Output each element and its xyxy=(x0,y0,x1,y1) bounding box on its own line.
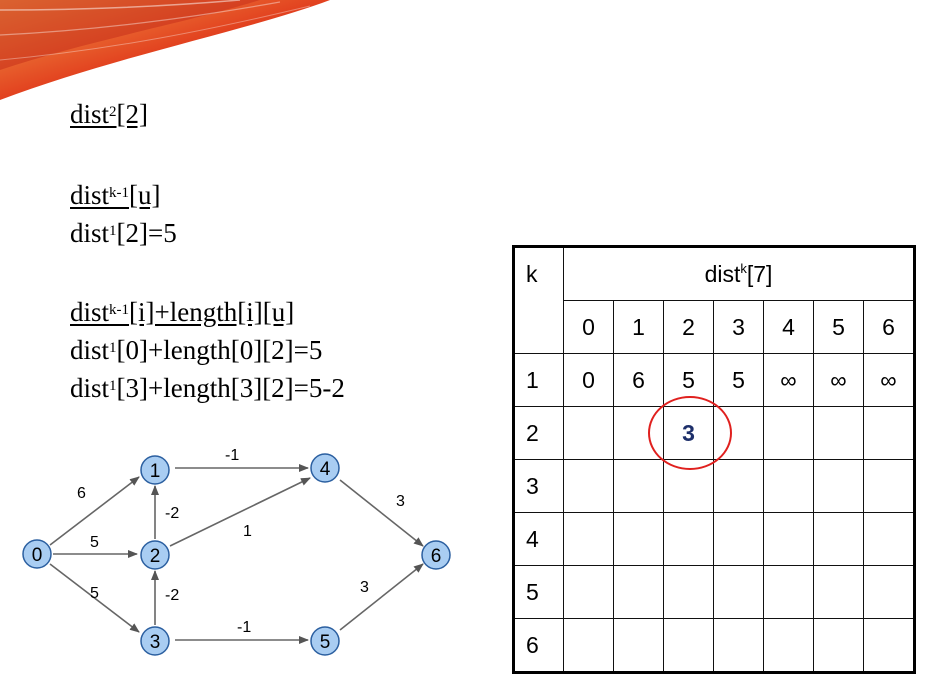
table-cell xyxy=(664,513,714,566)
table-cell xyxy=(764,619,814,673)
table-cell: 5 xyxy=(714,354,764,407)
note-line-4: dist$^{k-1}$[i]+length[i][u] xyxy=(70,297,295,327)
table-cell xyxy=(814,407,864,460)
table-cell xyxy=(564,513,614,566)
table-cell xyxy=(564,407,614,460)
table-row xyxy=(514,619,915,673)
note-line-3: dist$^1$[2]=5 xyxy=(70,218,177,248)
weight-2-4: 1 xyxy=(243,523,252,540)
table-cell xyxy=(864,566,915,619)
edge-5-6 xyxy=(340,564,423,630)
column-header: 3 xyxy=(714,301,764,354)
column-header: 2 xyxy=(664,301,714,354)
node-5 xyxy=(311,627,339,655)
weight-0-2: 5 xyxy=(90,534,99,551)
table-cell xyxy=(814,619,864,673)
svg-text:4: 4 xyxy=(319,459,331,480)
table-cell xyxy=(864,460,915,513)
table-cell: ∞ xyxy=(814,354,864,407)
table-cell xyxy=(614,566,664,619)
weight-2-1: -2 xyxy=(165,505,180,522)
row-k-label: 1 xyxy=(514,354,564,407)
table-cell xyxy=(714,566,764,619)
weight-0-3: 5 xyxy=(90,585,99,602)
table-cell xyxy=(564,460,614,513)
table-row xyxy=(514,354,915,407)
table-cell: ∞ xyxy=(764,354,814,407)
column-index-row xyxy=(514,301,915,354)
table-cell xyxy=(614,513,664,566)
row-k-label: 2 xyxy=(514,407,564,460)
table-cell xyxy=(664,566,714,619)
edge-weights xyxy=(77,447,405,636)
weighted-graph xyxy=(15,440,465,680)
row-k-label: 6 xyxy=(514,619,564,673)
table-cell xyxy=(764,513,814,566)
svg-text:3: 3 xyxy=(149,632,161,653)
row-k-label: 4 xyxy=(514,513,564,566)
table-cell: 6 xyxy=(614,354,664,407)
k-header: k xyxy=(514,247,564,354)
table-cell xyxy=(764,566,814,619)
table-cell xyxy=(864,619,915,673)
weight-4-6: 3 xyxy=(396,493,405,510)
header-swoosh-decoration xyxy=(0,0,330,110)
svg-text:0: 0 xyxy=(31,545,43,566)
table-cell xyxy=(714,619,764,673)
table-cell xyxy=(814,513,864,566)
table-cell xyxy=(614,460,664,513)
table-cell xyxy=(564,619,614,673)
table-header-row xyxy=(514,247,915,301)
node-4 xyxy=(311,454,339,482)
table-cell xyxy=(714,460,764,513)
node-6 xyxy=(422,541,450,569)
column-header: 6 xyxy=(864,301,915,354)
column-header: 4 xyxy=(764,301,814,354)
edge-2-4 xyxy=(170,478,310,546)
weight-3-5: -1 xyxy=(237,619,252,636)
highlight-circle xyxy=(648,396,732,470)
table-cell xyxy=(664,619,714,673)
table-cell xyxy=(614,619,664,673)
table-row xyxy=(514,513,915,566)
node-2 xyxy=(141,541,169,569)
weight-5-6: 3 xyxy=(360,579,369,596)
weight-1-4: -1 xyxy=(225,447,240,464)
note-line-2: dist$^{k-1}$[u] xyxy=(70,180,161,210)
table-cell: 5 xyxy=(664,354,714,407)
svg-text:6: 6 xyxy=(430,546,442,567)
row-k-label: 3 xyxy=(514,460,564,513)
column-header: 1 xyxy=(614,301,664,354)
node-0 xyxy=(23,540,51,568)
node-1 xyxy=(141,456,169,484)
table-cell xyxy=(564,566,614,619)
table-cell xyxy=(814,460,864,513)
svg-text:5: 5 xyxy=(319,632,331,653)
column-header: 5 xyxy=(814,301,864,354)
note-line-1: dist$^2$[2] xyxy=(70,99,148,129)
dist-header: dist$^k$[7] xyxy=(564,247,915,301)
table-cell xyxy=(864,513,915,566)
table-cell: ∞ xyxy=(864,354,915,407)
table-row xyxy=(514,460,915,513)
table-cell xyxy=(764,460,814,513)
edge-4-6 xyxy=(340,480,423,546)
weight-3-2: -2 xyxy=(165,587,180,604)
table-cell xyxy=(764,407,814,460)
table-cell xyxy=(714,513,764,566)
row-k-label: 5 xyxy=(514,566,564,619)
svg-text:1: 1 xyxy=(149,461,161,482)
table-cell: 0 xyxy=(564,354,614,407)
note-line-5: dist$^1$[0]+length[0][2]=5 xyxy=(70,335,323,365)
svg-text:2: 2 xyxy=(149,546,161,567)
table-row xyxy=(514,566,915,619)
node-3 xyxy=(141,627,169,655)
note-line-6: dist$^1$[3]+length[3][2]=5-2 xyxy=(70,373,345,403)
column-header: 0 xyxy=(564,301,614,354)
table-cell xyxy=(864,407,915,460)
highlighted-cell: 3 xyxy=(664,407,714,460)
weight-0-1: 6 xyxy=(77,485,86,502)
graph-edges xyxy=(50,468,423,640)
table-cell xyxy=(814,566,864,619)
